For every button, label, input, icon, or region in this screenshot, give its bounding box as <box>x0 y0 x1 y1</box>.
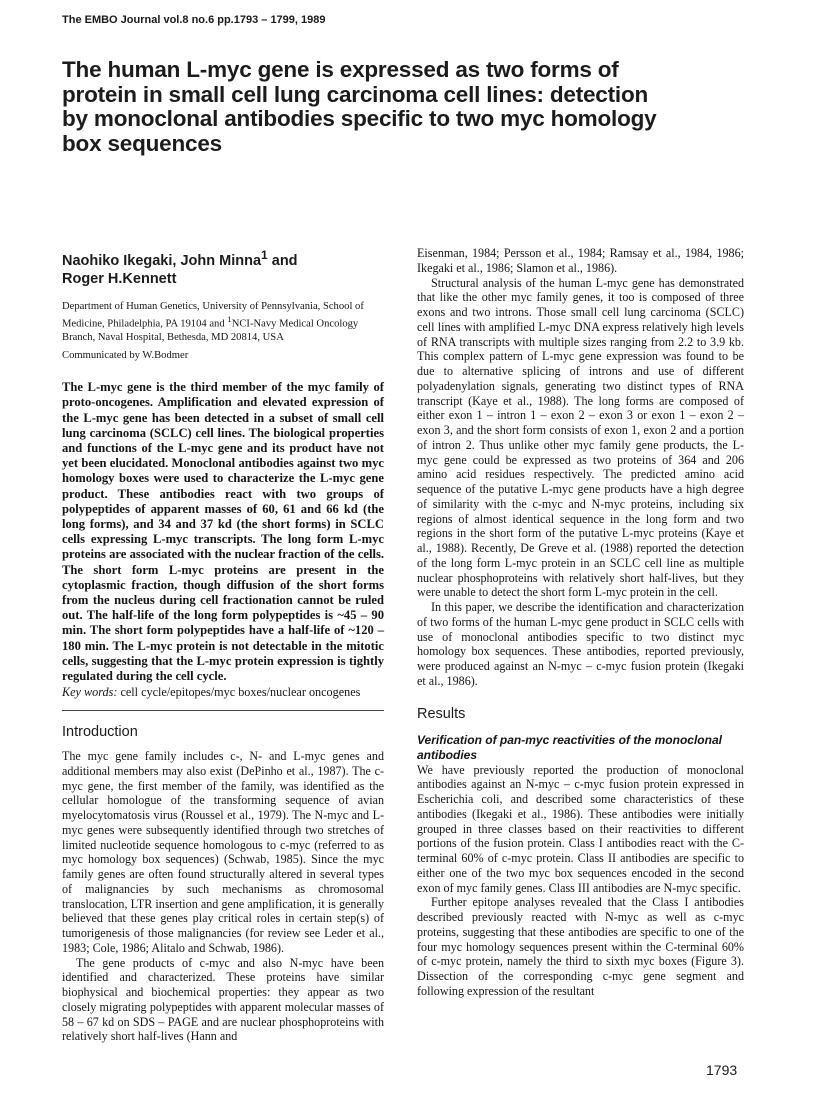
communicated-by: Communicated by W.Bodmer <box>62 349 189 361</box>
article-title: The human L-myc gene is expressed as two forms of protein in small cell lung carcinoma cell lines: detection by monoclonal antibodies specific to two myc homology box sequences <box>62 57 657 156</box>
journal-header: The EMBO Journal vol.8 no.6 pp.1793 – 1799, 1989 <box>62 14 326 26</box>
author-list <box>62 246 384 288</box>
author-superscript: 1 <box>261 248 268 262</box>
authors-line-1: Naohiko Ikegaki, John Minna <box>62 252 262 269</box>
introduction-paragraph-3: Structural analysis of the human L-myc gene has demonstrated that like the other myc family genes, it too is composed of three exons and two introns. Those small cell lung carcinoma (SCLC) cell lines with amplified L-myc DNA express relatively high levels of RNA transcripts with multiple sizes ranging from 2.2 to 3.9 kb. This complex pattern of L-myc gene expression was found to be due to alternative splicing of introns and use of different polyadenylation signals, generating two distinct types of RNA transcript (Kaye et al., 1988). The long forms are composed of either exon 1 – intron 1 – exon 2 – exon 3 or exon 1 – exon 2 – exon 3, and the short form consists of exon 1, exon 2 and a portion of intron 2. Thus unlike other myc family gene products, the L-myc gene could be expressed as two proteins of 364 and 206 amino acid residues respectively. The predicted amino acid sequence of the putative L-myc gene products have a high degree of similarity with the c-myc and N-myc proteins, including six regions of almost identical sequence in the long form and two regions in the short form of the putative L-myc proteins (Kaye et al., 1988). Recently, De Greve et al. (1988) reported the detection of the long form L-myc protein in an SCLC cell line as multiple nuclear phosphoproteins with relatively short half-lives, but they were unable to detect the short form L-myc protein in the cell. <box>417 275 744 600</box>
keywords-label: Key words: <box>62 685 118 700</box>
section-divider <box>62 710 384 711</box>
introduction-paragraph-2: The gene products of c-myc and also N-myc have been identified and characterized. These proteins have similar biophysical and biochemical properties: they appear as two closely migrating polypeptides with apparent molecular masses of 58 – 67 kd on SDS – PAGE and are nuclear phosphoproteins with relatively short half-lives (Hann and <box>62 955 384 1044</box>
results-paragraph-1: We have previously reported the production of monoclonal antibodies against an N-myc – c-myc fusion protein expressed in Escherichia coli, and described some characteristics of these antibodies (Ikegaki et al., 1986). These antibodies were initially grouped in three classes based on their reactivities to different portions of the fusion protein. Class I antibodies react with the C-terminal 60% of c-myc protein. Class II antibodies are specific to either one of the two myc box sequences encoded in the second exon of myc family genes. Class III antibodies are N-myc specific. <box>417 762 744 895</box>
introduction-paragraph-1: The myc gene family includes c-, N- and L-myc genes and additional members may also exist (DePinho et al., 1987). The c-myc gene, the first member of the family, was identified as the cellular homologue of the transforming sequence of avian myelocytomatosis virus (Roussel et al., 1979). The N-myc and L-myc genes were subsequently identified through two stretches of limited nucleotide sequence homologous to c-myc (referred to as myc homology box sequences) (Schwab, 1985). Since the myc family genes are often found structurally altered in several types of malignancies by such mechanisms as chromosomal translocation, LTR insertion and gene amplification, it is generally believed that these genes play critical roles in certain step(s) of tumorigenesis of those malignancies (for review see Leder et al., 1983; Cole, 1986; Alitalo and Schwab, 1986). <box>62 749 384 955</box>
keywords <box>62 685 384 700</box>
results-paragraph-2: Further epitope analyses revealed that the Class I antibodies described previously reacted with N-myc as well as c-myc proteins, suggesting that these antibodies are specific to one of the four myc homology sequences present within the C-terminal 60% of c-myc protein, namely the third to sixth myc boxes (Figure 3). Dissection of the corresponding c-myc gene segment and following expression of the resultant <box>417 895 744 998</box>
affiliation <box>62 300 384 344</box>
introduction-paragraph-2-continued: Eisenman, 1984; Persson et al., 1984; Ramsay et al., 1984, 1986; Ikegaki et al., 1986; Slamon et al., 1986). <box>417 246 744 275</box>
right-column <box>417 246 744 999</box>
page-number: 1793 <box>706 1062 738 1078</box>
introduction-paragraph-4: In this paper, we describe the identification and characterization of two forms of the human L-myc gene product in SCLC cells with use of monoclonal antibodies specific to two distinct myc homology box sequences. These antibodies, reported previously, were produced against an N-myc – c-myc fusion protein (Ikegaki et al., 1986). <box>417 600 744 688</box>
affiliation-superscript: 1 <box>227 314 232 325</box>
authors-line-2: Roger H.Kennett <box>62 270 177 287</box>
results-heading: Results <box>417 705 466 722</box>
affiliation-part-2: NCI-Navy Medical Oncology Branch, Naval Hospital, Bethesda, MD 20814, USA <box>62 318 359 343</box>
abstract: The L-myc gene is the third member of the myc family of proto-oncogenes. Amplification and elevated expression of the L-myc gene has been detected in a subset of small cell lung carcinoma (SCLC) cell lines. The biological properties and functions of the L-myc gene and its product have not yet been elucidated. Monoclonal antibodies against two myc homology boxes were used to characterize the L-myc gene product. These antibodies react with two groups of polypeptides of apparent masses of 60, 61 and 66 kd (the long forms), and 34 and 37 kd (the short forms) in SCLC cells expressing L-myc transcripts. The long form L-myc proteins are associated with the nuclear fraction of the cells. The short form L-myc proteins are present in the cytoplasmic fraction, though diffusion of the short forms from the nucleus during cell fractionation cannot be ruled out. The half-life of the long form polypeptides is ~45 – 90 min. The short form polypeptides have a half-life of ~120 – 180 min. The L-myc protein is not detectable in the mitotic cells, suggesting that the L-myc protein expression is tightly regulated during the cell cycle. <box>62 380 384 684</box>
affiliation-part-1: Department of Human Genetics, University of Pennsylvania, School of Medicine, Philadelphia, PA 19104 and <box>62 300 364 330</box>
left-column <box>62 246 384 1044</box>
authors-line-1-end: and <box>267 252 298 269</box>
introduction-heading: Introduction <box>62 724 138 741</box>
results-subheading: Verification of pan-myc reactivities of the monoclonal antibodies <box>417 732 722 762</box>
keywords-list: cell cycle/epitopes/myc boxes/nuclear oncogenes <box>117 685 361 700</box>
